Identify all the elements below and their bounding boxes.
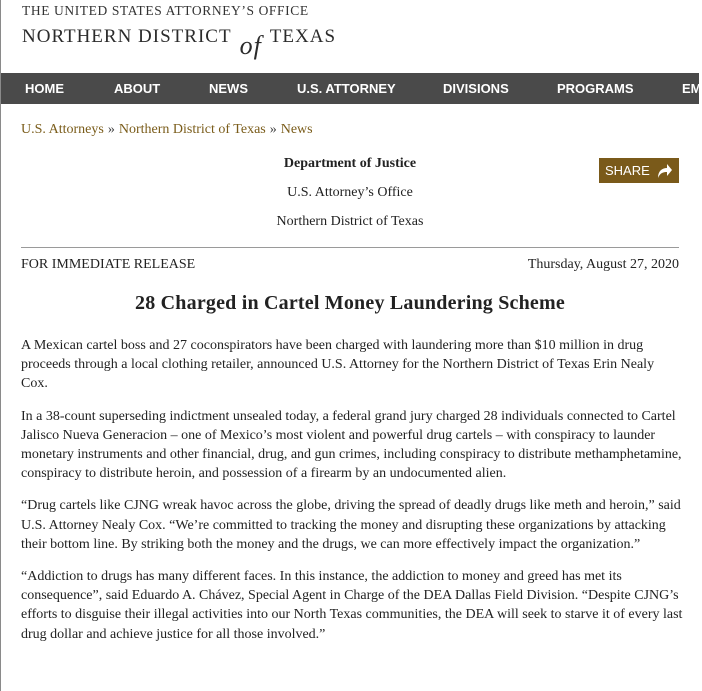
office-name: THE UNITED STATES ATTORNEY’S OFFICE [22,3,309,18]
release-date: Thursday, August 27, 2020 [527,257,679,272]
district-of-script: of [239,31,262,60]
agency-block [21,154,679,232]
breadcrumb-us-attorneys[interactable]: U.S. Attorneys [21,122,104,137]
release-label: FOR IMMEDIATE RELEASE [21,257,196,272]
nav-item-divisions[interactable]: DIVISIONS [443,81,509,96]
nav-item-us-attorney[interactable]: U.S. ATTORNEY [297,81,396,96]
share-label: SHARE [605,163,650,178]
agency-office: U.S. Attorney’s Office [287,185,413,200]
breadcrumb-northern-district[interactable]: Northern District of Texas [118,122,266,137]
breadcrumb-separator: » [269,122,277,137]
district-name-part1: NORTHERN DISTRICT [22,26,232,47]
nav-item-home[interactable]: HOME [25,81,64,96]
district-logo[interactable] [22,26,337,60]
breadcrumb-separator: » [107,122,115,137]
release-row [21,257,679,275]
main-nav [1,73,702,104]
article-paragraph: “Addiction to drugs has many different faces. In this instance, the addiction to money and greed has met its consequence”, said Eduardo A. Chávez, Special Agent in Charge of the DEA Dallas Field Division. “Despite CJNG’s efforts to disguise their illegal activities into our North Texas communities, the DEA will seek to starve it of every last drug dollar and achieve justice for all those involved.” [21,569,683,642]
breadcrumb [21,122,313,138]
article-headline: 28 Charged in Cartel Money Laundering Scheme [135,292,565,314]
article-body [21,336,683,657]
article-paragraph: In a 38-count superseding indictment unsealed today, a federal grand jury charged 28 individuals connected to Cartel Jalisco Nueva Generacion – one of Mexico’s most violent and powerful drug cartels – with conspiracy to launder monetary instruments and other financial, drug, and gun crimes, including conspiracy to distribute methamphetamine, conspiracy to distribute heroin, and possession of a firearm by an undocumented alien. [21,408,682,482]
breadcrumb-news[interactable]: News [280,122,313,137]
agency-title: Department of Justice [283,156,417,171]
nav-item-about[interactable]: ABOUT [114,81,161,96]
agency-district: Northern District of Texas [276,214,424,229]
content-divider [21,247,679,248]
article-paragraph: “Drug cartels like CJNG wreak havoc across the globe, driving the spread of deadly drugs like meth and heroin,” said U.S. Attorney Nealy Cox. “We’re committed to tracking the money and disrupting these organizations by attacking their bottom line. By striking both the money and the drugs, we can more effectively impact the organization.” [21,498,681,552]
nav-item-programs[interactable]: PROGRAMS [557,81,634,96]
share-button[interactable] [599,158,679,183]
district-name-part2: TEXAS [269,26,337,47]
nav-item-news[interactable]: NEWS [209,81,248,96]
share-arrow-icon [655,162,673,180]
article-paragraph: A Mexican cartel boss and 27 coconspirators have been charged with laundering more than $10 million in drug proceeds through a local clothing retailer, announced U.S. Attorney for the Northern District of Texas Erin Nealy Cox. [21,338,655,392]
nav-item-employment[interactable]: EM [682,81,702,96]
